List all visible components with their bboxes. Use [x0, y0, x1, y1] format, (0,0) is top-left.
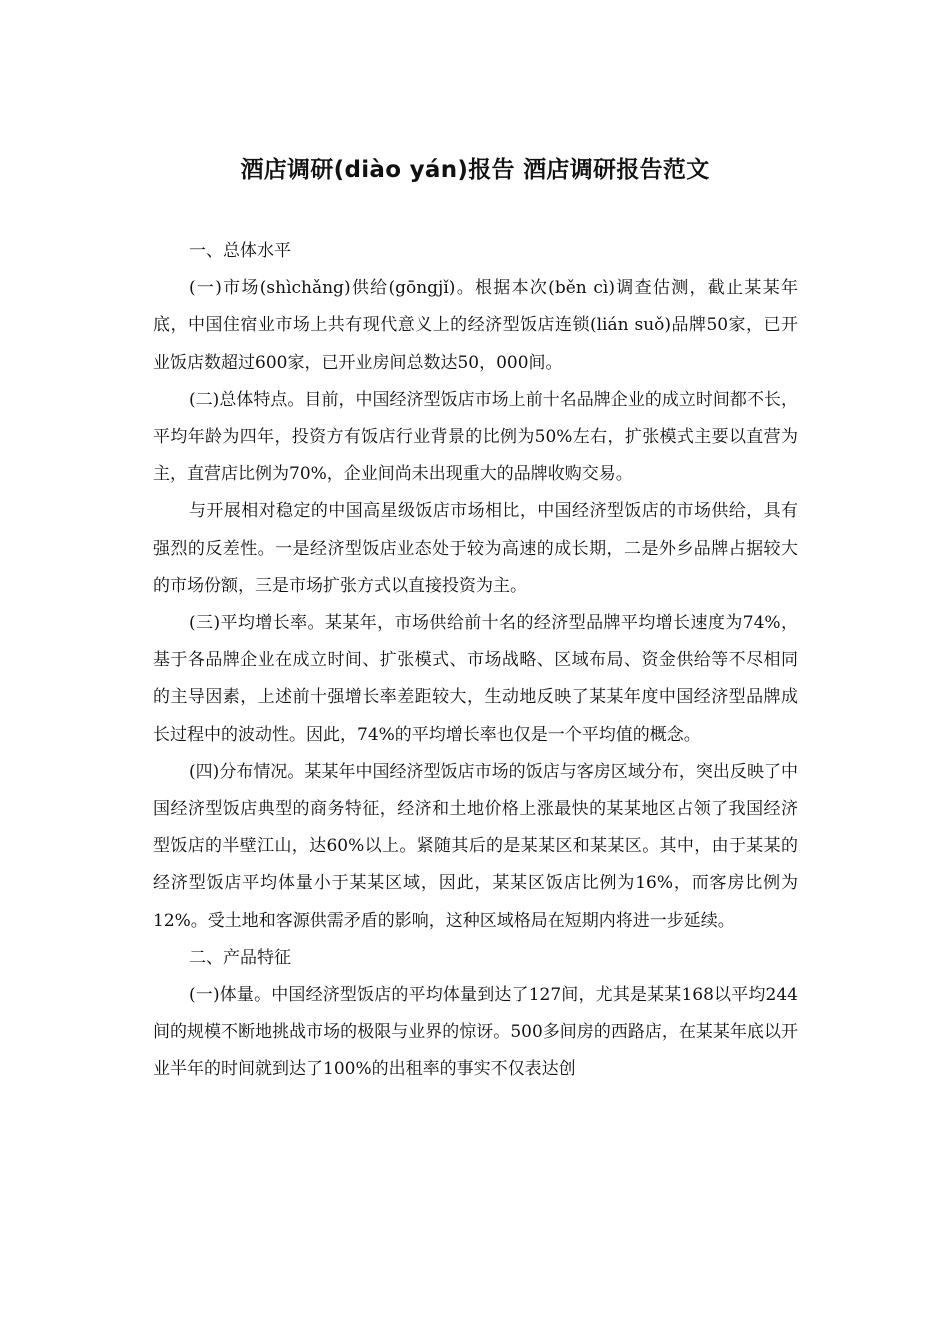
- paragraph: 与开展相对稳定的中国高星级饭店市场相比，中国经济型饭店的市场供给，具有强烈的反差性。一是经济型饭店业态处于较为高速的成长期，二是外乡品牌占据较大的市场份额，三是市场扩张方式以直接投资为主。: [153, 501, 798, 596]
- paragraph: (一)体量。中国经济型饭店的平均体量到达了127间，尤其是某某168以平均244间的规模不断地挑战市场的极限与业界的惊讶。500多间房的西路店，在某某年底以开业半年的时间就到达了100%的出租率的事实不仅表达创: [153, 985, 798, 1080]
- section-heading: 一、总体水平: [189, 241, 291, 261]
- document-title: 酒店调研(diào yán)报告 酒店调研报告范文: [240, 157, 710, 183]
- paragraph: (三)平均增长率。某某年，市场供给前十名的经济型品牌平均增长速度为74%，基于各品牌企业在成立时间、扩张模式、市场战略、区域布局、资金供给等不尽相同的主导因素，上述前十强增长率差距较大，生动地反映了某某年度中国经济型品牌成长过程中的波动性。因此，74%的平均增长率也仅是一个平均值的概念。: [153, 613, 798, 745]
- section-heading: 二、产品特征: [189, 947, 291, 968]
- paragraph: (二)总体特点。目前，中国经济型饭店市场上前十名品牌企业的成立时间都不长，平均年龄为四年，投资方有饭店行业背景的比例为50%左右，扩张模式主要以直营为主，直营店比例为70%，企业间尚未出现重大的品牌收购交易。: [153, 389, 798, 485]
- document-body: [153, 233, 798, 1089]
- paragraph: (四)分布情况。某某年中国经济型饭店市场的饭店与客房区域分布，突出反映了中国经济型饭店典型的商务特征，经济和土地价格上涨最快的某某地区占领了我国经济型饭店的半壁江山，达60%以上。紧随其后的是某某区和某某区。其中，由于某某的经济型饭店平均体量小于某某区域，因此，某某区饭店比例为16%，而客房比例为12%。受土地和客源供需矛盾的影响，这种区域格局在短期内将进一步延续。: [153, 761, 798, 931]
- paragraph: (一)市场(shìchǎng)供给(gōngjǐ)。根据本次(běn cì)调查估测，截止某某年底，中国住宿业市场上共有现代意义上的经济型饭店连锁(lián suǒ)品牌50家，已开业饭店数超过600家，已开业房间总数达50，000间。: [153, 278, 798, 373]
